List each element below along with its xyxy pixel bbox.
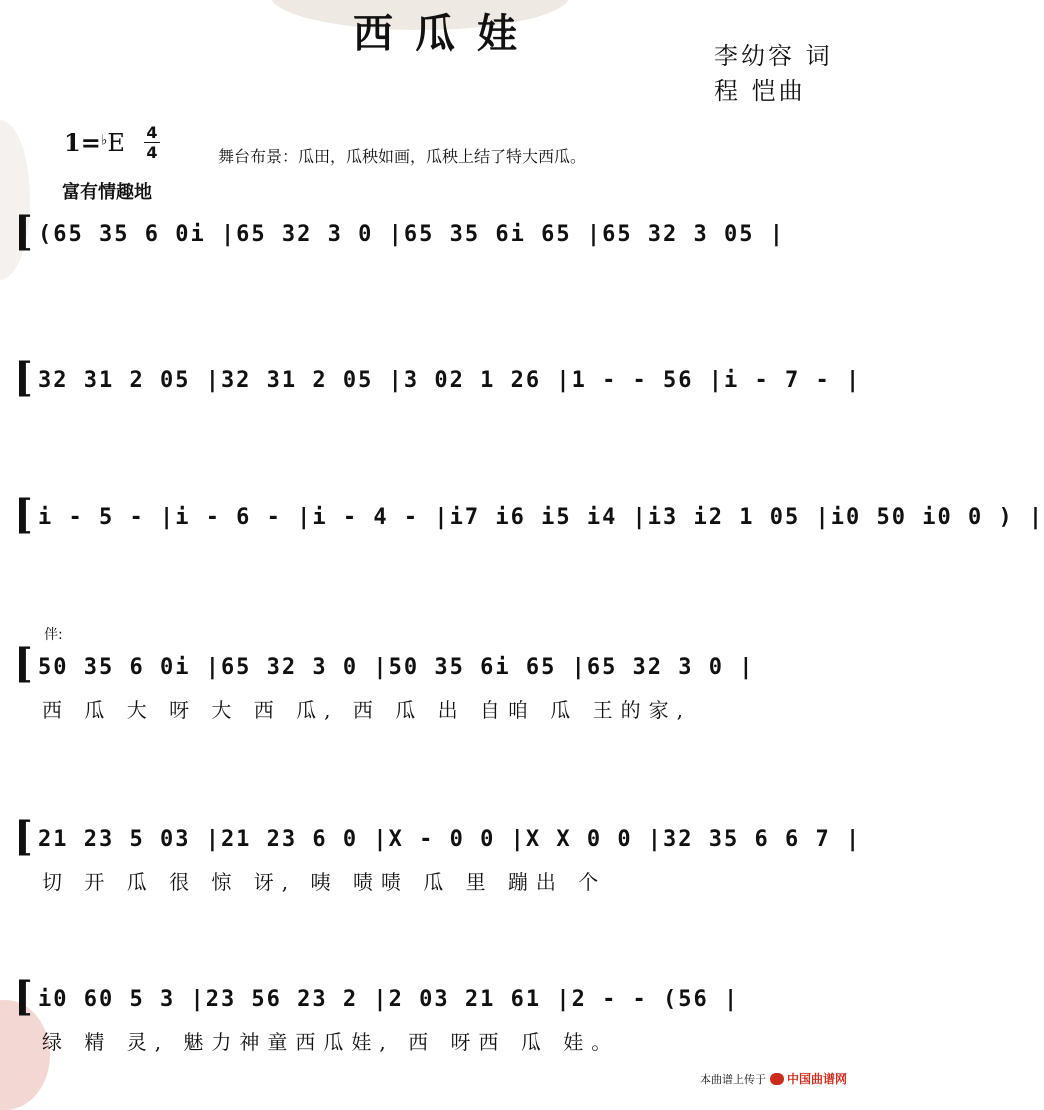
lyricist-credit: 李幼容 词 [714, 42, 833, 70]
music-line-1: (65 35 6 0i |65 32 3 0 |65 35 6i 65 |65 32 3 05 | [38, 222, 786, 247]
music-line-5: 21 23 5 03 |21 23 6 0 |X - 0 0 |X X 0 0 |32 35 6 6 7 | [38, 827, 862, 852]
music-line-2: 32 31 2 05 |32 31 2 05 |3 02 1 26 |1 - - 56 |i - 7 - | [38, 368, 862, 393]
key-note: E [107, 129, 125, 157]
lyric-line-2: 切 开 瓜 很 惊 讶, 咦 啧啧 瓜 里 蹦出 个 [42, 870, 607, 894]
lyric-line-3: 绿 精 灵, 魅力神童西瓜娃, 西 呀西 瓜 娃。 [42, 1030, 620, 1054]
flat-sign: ♭ [100, 132, 108, 149]
tempo-marking: 富有情趣地 [62, 182, 152, 203]
music-line-6: i0 60 5 3 |23 56 23 2 |2 03 21 61 |2 - - (56 | [38, 987, 740, 1012]
system-bracket: [ [14, 813, 33, 860]
watermark-blob-left [0, 120, 30, 280]
music-line-4: 50 35 6 0i |65 32 3 0 |50 35 6i 65 |65 32 3 0 | [38, 655, 755, 680]
time-signature [144, 123, 160, 162]
site-name[interactable]: 中国曲谱网 [787, 1072, 848, 1086]
site-logo-icon [770, 1073, 784, 1085]
key-label: 1= [64, 128, 101, 157]
system-bracket: [ [14, 973, 33, 1020]
stage-scene-note: 舞台布景：瓜田，瓜秧如画，瓜秧上结了特大西瓜。 [218, 147, 587, 166]
accompaniment-label: 伴: [44, 627, 63, 643]
key-signature [64, 128, 125, 157]
composer-credit: 程 恺曲 [714, 77, 806, 105]
system-bracket: [ [14, 640, 33, 687]
system-bracket: [ [14, 208, 33, 255]
system-bracket: [ [14, 354, 33, 401]
upload-footer [700, 1070, 847, 1087]
time-signature-bottom: 4 [144, 142, 160, 162]
system-bracket: [ [14, 491, 33, 538]
page-title: 西瓜娃 [353, 10, 539, 57]
time-signature-top: 4 [146, 123, 158, 142]
upload-footer-text: 本曲谱上传于 [700, 1073, 766, 1086]
lyric-line-1: 西 瓜 大 呀 大 西 瓜, 西 瓜 出 自咱 瓜 王的家, [42, 698, 692, 722]
music-line-3: i - 5 - |i - 6 - |i - 4 - |i7 i6 i5 i4 |i3 i2 1 05 |i0 50 i0 0 ) | [38, 505, 1044, 530]
